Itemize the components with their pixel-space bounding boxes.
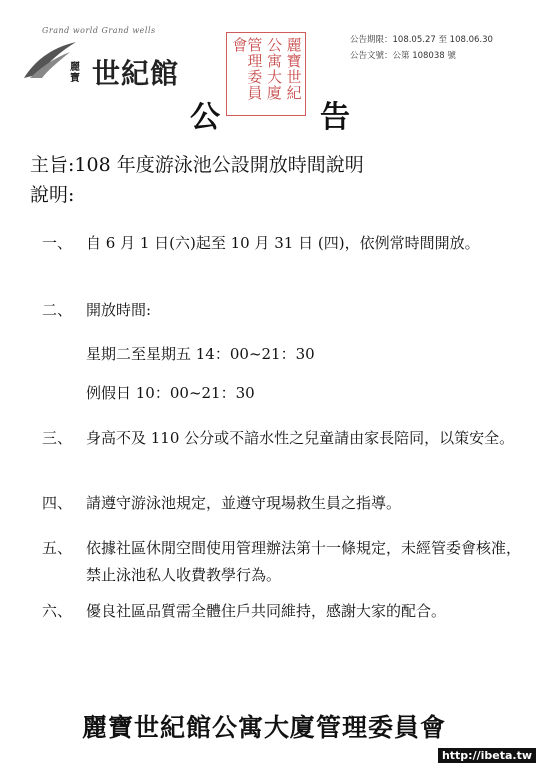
- holiday-hours: 例假日 10：00~21：30: [86, 384, 255, 402]
- explanation-label: 說明:: [30, 184, 75, 206]
- list-item: [42, 297, 532, 324]
- item-text: 優良社區品質需全體住戶共同維持，感謝大家的配合。: [86, 602, 447, 620]
- item-text: 自 6 月 1 日(六)起至 10 月 31 日 (四)，依例常時間開放。: [86, 234, 480, 252]
- list-item: [42, 598, 532, 625]
- weekday-hours: 星期二至星期五 14：00~21：30: [86, 345, 315, 363]
- stamp-col-1: 麗寶世紀: [284, 37, 303, 101]
- title-char-2: 告: [320, 100, 350, 135]
- stamp-col-3: 管理委員會: [230, 37, 264, 101]
- list-item: [42, 425, 532, 452]
- item-number: 二、: [42, 301, 73, 319]
- notice-doc-number: 公告文號：公第 108038 號: [350, 51, 456, 61]
- item-number: 一、: [42, 234, 73, 252]
- subject-line: 主旨:108 年度游泳池公設開放時間說明: [30, 154, 364, 176]
- logo-name: 世紀館: [92, 57, 180, 90]
- notice-period: 公告期限：108.05.27 至 108.06.30: [350, 35, 493, 45]
- list-item: [42, 230, 532, 257]
- logo-tagline: Grand world Grand wells: [42, 26, 156, 35]
- item-number: 五、: [42, 539, 73, 557]
- item-number: 六、: [42, 602, 73, 620]
- item-text: 開放時間:: [86, 301, 152, 319]
- notice-meta: [350, 32, 493, 64]
- item-number: 三、: [42, 429, 73, 447]
- item-text: 依據社區休閒空間使用管理辦法第十一條規定，未經管委會核准，禁止泳池私人收費教學行為。: [86, 539, 522, 584]
- logo-small-text: 麗寶: [70, 62, 80, 84]
- stamp-col-2: 公寓大廈: [264, 37, 283, 101]
- item-text: 請遵守游泳池規定，並遵守現場救生員之指導。: [86, 494, 402, 512]
- title-char-1: 公: [190, 100, 220, 135]
- logo: [20, 26, 180, 90]
- page-title: [190, 92, 350, 136]
- item-text: 身高不及 110 公分或不諳水性之兒童請由家長陪同，以策安全。: [86, 429, 515, 447]
- list-item: [42, 490, 532, 517]
- list-item: [42, 535, 532, 589]
- signature-committee: 麗寶世紀館公寓大廈管理委員會: [82, 713, 447, 742]
- source-watermark: http://ibeta.tw: [438, 748, 536, 763]
- item-number: 四、: [42, 494, 73, 512]
